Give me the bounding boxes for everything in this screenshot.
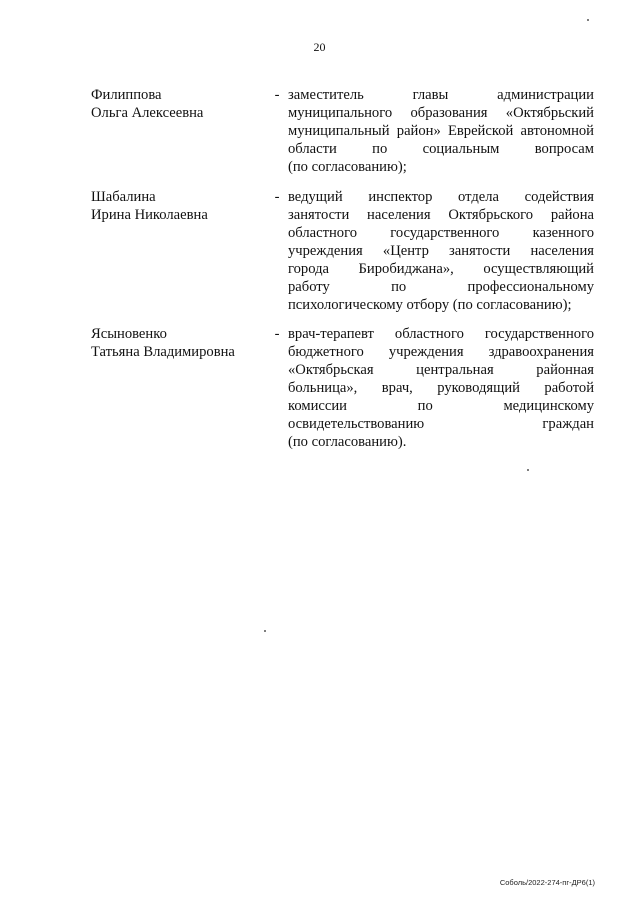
page-number: 20 xyxy=(313,40,326,54)
member-surname: Филиппова xyxy=(91,87,162,103)
dash-separator: - xyxy=(274,87,280,103)
position-line: (по согласованию). xyxy=(288,434,407,450)
member-position xyxy=(288,188,594,314)
member-surname: Шабалина xyxy=(91,189,156,205)
dash-separator: - xyxy=(274,326,280,342)
member-name xyxy=(91,86,276,122)
position-line: муниципальный район» Еврейской автономной xyxy=(288,123,594,139)
position-line: психологическому отбору (по согласованию); xyxy=(288,297,572,313)
position-line: области по социальным вопросам xyxy=(288,141,594,157)
position-line: (по согласованию); xyxy=(288,159,407,175)
member-given-names: Ирина Николаевна xyxy=(91,207,208,223)
member-name xyxy=(91,188,276,224)
position-line: занятости населения Октябрьского района xyxy=(288,207,594,223)
position-line: врач-терапевт областного государственного xyxy=(288,326,594,342)
position-line: комиссии по медицинскому xyxy=(288,398,594,414)
member-position xyxy=(288,86,594,176)
position-line: больница», врач, руководящий работой xyxy=(288,380,594,396)
member-given-names: Татьяна Владимировна xyxy=(91,344,235,360)
scan-speck xyxy=(587,19,589,21)
position-line: города Биробиджана», осуществляющий xyxy=(288,261,594,277)
scan-speck xyxy=(527,469,529,471)
position-line: ведущий инспектор отдела содействия xyxy=(288,189,594,205)
position-line: «Октябрьская центральная районная xyxy=(288,362,594,378)
member-position xyxy=(288,325,594,451)
position-line: освидетельствованию граждан xyxy=(288,416,594,432)
position-line: бюджетного учреждения здравоохранения xyxy=(288,344,594,360)
scan-speck xyxy=(264,630,266,632)
position-line: учреждения «Центр занятости населения xyxy=(288,243,594,259)
member-name xyxy=(91,325,276,361)
member-surname: Ясыновенко xyxy=(91,326,167,342)
position-line: заместитель главы администрации xyxy=(288,87,594,103)
position-line: работу по профессиональному xyxy=(288,279,594,295)
member-given-names: Ольга Алексеевна xyxy=(91,105,204,121)
position-line: областного государственного казенного xyxy=(288,225,594,241)
dash-separator: - xyxy=(274,189,280,205)
position-line: муниципального образования «Октябрьский xyxy=(288,105,594,121)
document-code: Соболь/2022-274-пг-ДР6(1) xyxy=(499,878,595,887)
